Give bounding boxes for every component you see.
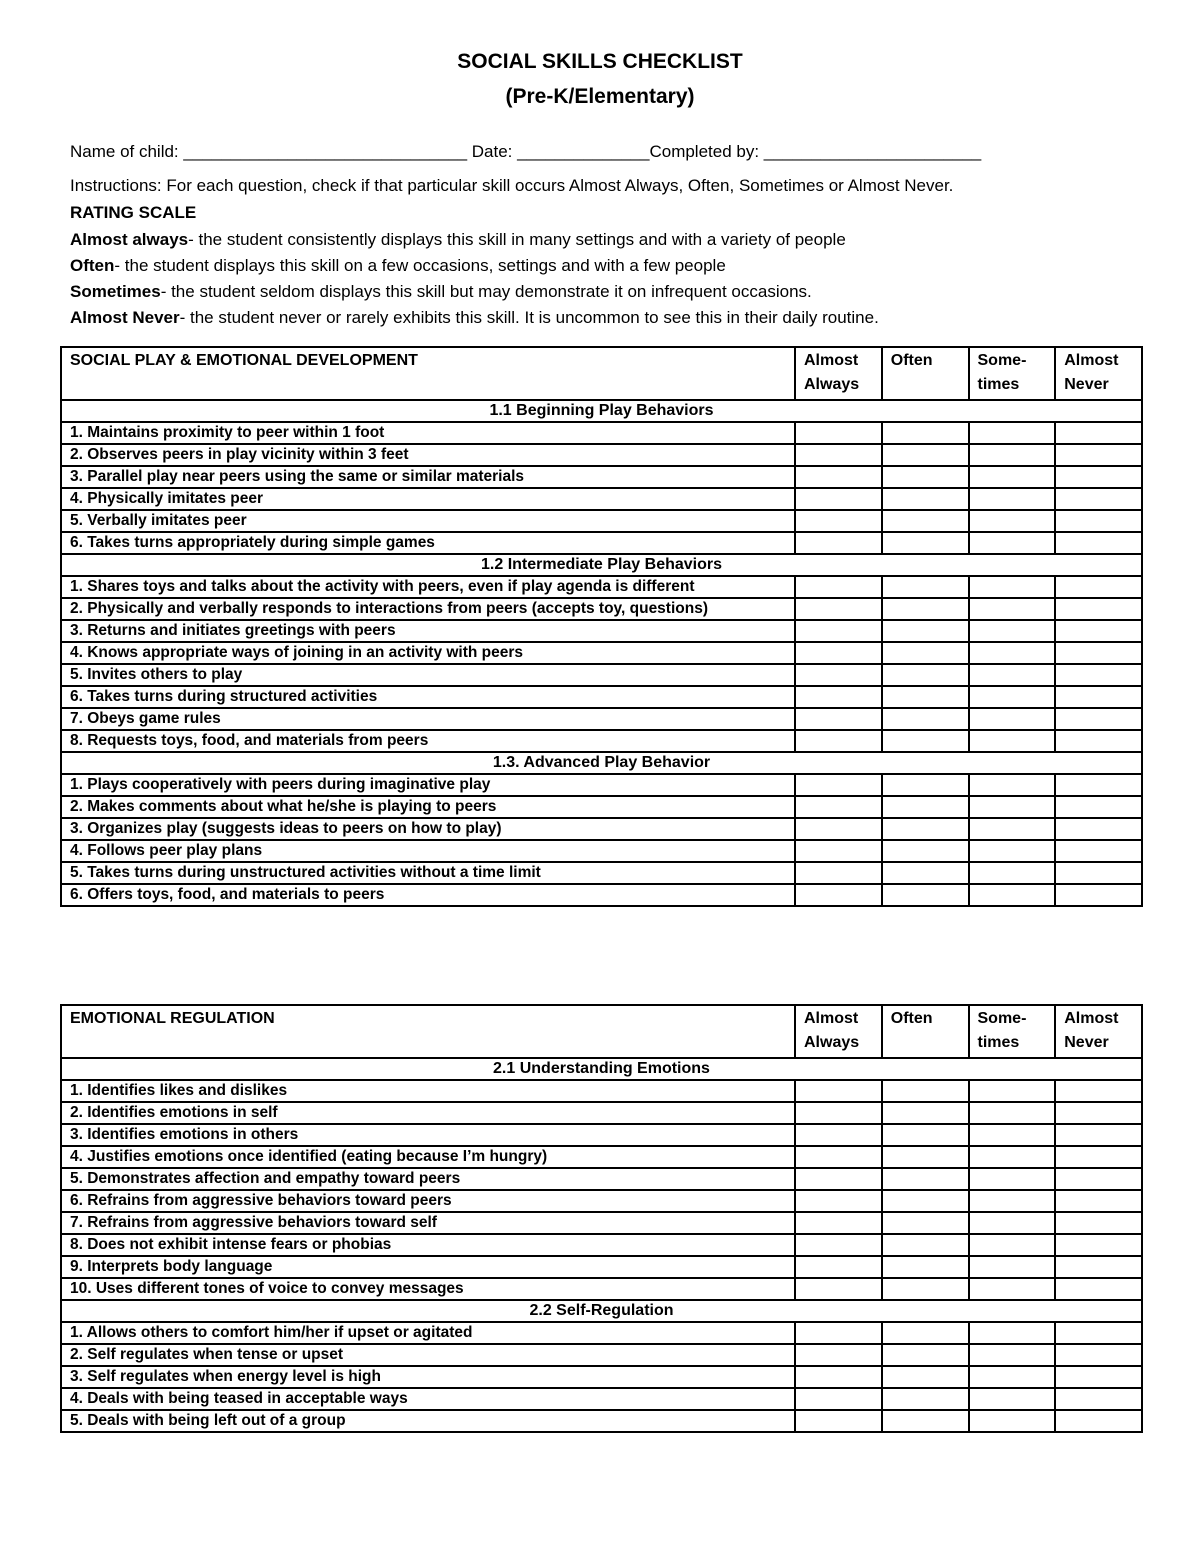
rating-scale-label: RATING SCALE — [70, 203, 197, 222]
rating-checkbox-cell[interactable] — [795, 840, 882, 862]
table-row — [61, 1080, 1142, 1102]
table-header-row — [61, 1005, 1142, 1058]
subsection-title: 2.1 Understanding Emotions — [61, 1058, 1142, 1080]
rating-checkbox-cell[interactable] — [882, 730, 969, 752]
rating-checkbox-cell[interactable] — [795, 1344, 882, 1366]
table-row — [61, 1322, 1142, 1344]
rating-checkbox-cell[interactable] — [882, 444, 969, 466]
subsection-row — [61, 1058, 1142, 1080]
rating-checkbox-cell[interactable] — [969, 1124, 1056, 1146]
page-title: SOCIAL SKILLS CHECKLIST — [457, 50, 743, 73]
rating-checkbox-cell[interactable] — [795, 884, 882, 906]
rating-checkbox-cell[interactable] — [1055, 576, 1142, 598]
rating-scale-item — [70, 230, 846, 250]
rating-scale-item — [70, 256, 726, 276]
subsection-title: 1.2 Intermediate Play Behaviors — [61, 554, 1142, 576]
section-title: SOCIAL PLAY & EMOTIONAL DEVELOPMENT — [61, 347, 795, 400]
rating-checkbox-cell[interactable] — [882, 1256, 969, 1278]
table-row — [61, 466, 1142, 488]
rating-term: Almost always — [70, 230, 189, 249]
rating-checkbox-cell[interactable] — [882, 1146, 969, 1168]
table-row — [61, 774, 1142, 796]
skill-label: 3. Identifies emotions in others — [61, 1124, 795, 1146]
table-row — [61, 884, 1142, 906]
rating-checkbox-cell[interactable] — [795, 1212, 882, 1234]
rating-desc: - the student consistently displays this skill in many settings and with a variety of people — [188, 230, 846, 249]
rating-checkbox-cell[interactable] — [1055, 884, 1142, 906]
rating-checkbox-cell[interactable] — [882, 818, 969, 840]
rating-checkbox-cell[interactable] — [882, 1234, 969, 1256]
rating-checkbox-cell[interactable] — [795, 620, 882, 642]
rating-checkbox-cell[interactable] — [795, 1168, 882, 1190]
rating-checkbox-cell[interactable] — [795, 796, 882, 818]
column-header: Some-times — [969, 347, 1056, 400]
skill-label: 4. Follows peer play plans — [61, 840, 795, 862]
rating-checkbox-cell[interactable] — [882, 532, 969, 554]
rating-checkbox-cell[interactable] — [795, 1102, 882, 1124]
rating-checkbox-cell[interactable] — [1055, 1124, 1142, 1146]
table-row — [61, 862, 1142, 884]
table-row — [61, 488, 1142, 510]
rating-checkbox-cell[interactable] — [969, 1146, 1056, 1168]
rating-checkbox-cell[interactable] — [969, 510, 1056, 532]
rating-checkbox-cell[interactable] — [969, 884, 1056, 906]
rating-checkbox-cell[interactable] — [882, 422, 969, 444]
rating-checkbox-cell[interactable] — [1055, 620, 1142, 642]
rating-checkbox-cell[interactable] — [1055, 598, 1142, 620]
table-row — [61, 1278, 1142, 1300]
rating-checkbox-cell[interactable] — [882, 466, 969, 488]
rating-checkbox-cell[interactable] — [795, 818, 882, 840]
rating-checkbox-cell[interactable] — [795, 686, 882, 708]
table-row — [61, 598, 1142, 620]
rating-checkbox-cell[interactable] — [795, 1366, 882, 1388]
rating-checkbox-cell[interactable] — [882, 1102, 969, 1124]
rating-checkbox-cell[interactable] — [1055, 1168, 1142, 1190]
rating-checkbox-cell[interactable] — [882, 1410, 969, 1432]
table-row — [61, 1146, 1142, 1168]
rating-checkbox-cell[interactable] — [1055, 1190, 1142, 1212]
skill-label: 1. Plays cooperatively with peers during imaginative play — [61, 774, 795, 796]
table-row — [61, 730, 1142, 752]
rating-checkbox-cell[interactable] — [882, 1366, 969, 1388]
table-row — [61, 576, 1142, 598]
table-row — [61, 708, 1142, 730]
table-row — [61, 422, 1142, 444]
skill-label: 6. Takes turns appropriately during simple games — [61, 532, 795, 554]
rating-checkbox-cell[interactable] — [795, 1388, 882, 1410]
rating-checkbox-cell[interactable] — [969, 862, 1056, 884]
skill-label: 6. Takes turns during structured activities — [61, 686, 795, 708]
rating-checkbox-cell[interactable] — [795, 1278, 882, 1300]
rating-checkbox-cell[interactable] — [1055, 642, 1142, 664]
rating-checkbox-cell[interactable] — [969, 620, 1056, 642]
skill-label: 4. Justifies emotions once identified (eating because I’m hungry) — [61, 1146, 795, 1168]
table-row — [61, 796, 1142, 818]
table-row — [61, 1388, 1142, 1410]
rating-checkbox-cell[interactable] — [795, 576, 882, 598]
column-header: Almost Never — [1055, 347, 1142, 400]
rating-term: Often — [70, 256, 115, 275]
skill-label: 2. Self regulates when tense or upset — [61, 1344, 795, 1366]
rating-checkbox-cell[interactable] — [795, 730, 882, 752]
skill-label: 9. Interprets body language — [61, 1256, 795, 1278]
rating-checkbox-cell[interactable] — [882, 1168, 969, 1190]
rating-checkbox-cell[interactable] — [795, 1080, 882, 1102]
rating-checkbox-cell[interactable] — [795, 862, 882, 884]
rating-checkbox-cell[interactable] — [969, 1080, 1056, 1102]
rating-checkbox-cell[interactable] — [1055, 664, 1142, 686]
rating-checkbox-cell[interactable] — [882, 1212, 969, 1234]
rating-checkbox-cell[interactable] — [969, 444, 1056, 466]
rating-checkbox-cell[interactable] — [969, 1190, 1056, 1212]
rating-checkbox-cell[interactable] — [969, 642, 1056, 664]
table-row — [61, 1366, 1142, 1388]
subsection-title: 2.2 Self-Regulation — [61, 1300, 1142, 1322]
rating-checkbox-cell[interactable] — [969, 422, 1056, 444]
skill-label: 8. Does not exhibit intense fears or phobias — [61, 1234, 795, 1256]
rating-checkbox-cell[interactable] — [882, 862, 969, 884]
rating-checkbox-cell[interactable] — [795, 598, 882, 620]
rating-checkbox-cell[interactable] — [1055, 840, 1142, 862]
table-row — [61, 1190, 1142, 1212]
rating-checkbox-cell[interactable] — [969, 664, 1056, 686]
rating-checkbox-cell[interactable] — [969, 1256, 1056, 1278]
rating-checkbox-cell[interactable] — [1055, 1388, 1142, 1410]
rating-checkbox-cell[interactable] — [969, 818, 1056, 840]
table-row — [61, 510, 1142, 532]
subsection-row — [61, 752, 1142, 774]
rating-checkbox-cell[interactable] — [969, 840, 1056, 862]
rating-checkbox-cell[interactable] — [1055, 1146, 1142, 1168]
rating-checkbox-cell[interactable] — [969, 730, 1056, 752]
subsection-row — [61, 554, 1142, 576]
skill-label: 7. Obeys game rules — [61, 708, 795, 730]
skill-label: 7. Refrains from aggressive behaviors toward self — [61, 1212, 795, 1234]
rating-checkbox-cell[interactable] — [969, 1168, 1056, 1190]
rating-checkbox-cell[interactable] — [1055, 686, 1142, 708]
rating-checkbox-cell[interactable] — [882, 598, 969, 620]
rating-checkbox-cell[interactable] — [1055, 1410, 1142, 1432]
rating-checkbox-cell[interactable] — [882, 1388, 969, 1410]
rating-checkbox-cell[interactable] — [795, 1190, 882, 1212]
rating-checkbox-cell[interactable] — [795, 774, 882, 796]
column-header: Often — [882, 1005, 969, 1058]
rating-checkbox-cell[interactable] — [969, 598, 1056, 620]
table-row — [61, 532, 1142, 554]
column-header: Often — [882, 347, 969, 400]
rating-checkbox-cell[interactable] — [1055, 510, 1142, 532]
rating-checkbox-cell[interactable] — [882, 1124, 969, 1146]
rating-checkbox-cell[interactable] — [1055, 1256, 1142, 1278]
rating-checkbox-cell[interactable] — [1055, 818, 1142, 840]
skill-label: 1. Maintains proximity to peer within 1 foot — [61, 422, 795, 444]
rating-checkbox-cell[interactable] — [969, 1102, 1056, 1124]
table-row — [61, 1168, 1142, 1190]
info-line: Name of child: ______________________________ Date: ______________Completed by: _______________________ — [70, 142, 982, 161]
skill-label: 2. Identifies emotions in self — [61, 1102, 795, 1124]
rating-checkbox-cell[interactable] — [795, 642, 882, 664]
rating-checkbox-cell[interactable] — [969, 1388, 1056, 1410]
skill-label: 3. Self regulates when energy level is high — [61, 1366, 795, 1388]
subsection-title: 1.3. Advanced Play Behavior — [61, 752, 1142, 774]
instructions-text: Instructions: For each question, check if that particular skill occurs Almost Always, Often, Sometimes or Almost Never. — [70, 176, 954, 195]
table-row — [61, 686, 1142, 708]
rating-checkbox-cell[interactable] — [1055, 730, 1142, 752]
skill-label: 5. Verbally imitates peer — [61, 510, 795, 532]
rating-checkbox-cell[interactable] — [969, 708, 1056, 730]
skill-label: 6. Offers toys, food, and materials to peers — [61, 884, 795, 906]
skill-label: 3. Returns and initiates greetings with peers — [61, 620, 795, 642]
rating-checkbox-cell[interactable] — [882, 576, 969, 598]
table-row — [61, 840, 1142, 862]
skill-label: 1. Identifies likes and dislikes — [61, 1080, 795, 1102]
column-header: Some-times — [969, 1005, 1056, 1058]
rating-checkbox-cell[interactable] — [1055, 1212, 1142, 1234]
rating-checkbox-cell[interactable] — [969, 1212, 1056, 1234]
rating-checkbox-cell[interactable] — [882, 1322, 969, 1344]
rating-checkbox-cell[interactable] — [882, 488, 969, 510]
subsection-row — [61, 400, 1142, 422]
rating-checkbox-cell[interactable] — [1055, 1322, 1142, 1344]
skill-label: 1. Shares toys and talks about the activity with peers, even if play agenda is different — [61, 576, 795, 598]
column-header: Almost Always — [795, 1005, 882, 1058]
rating-checkbox-cell[interactable] — [882, 1080, 969, 1102]
column-header: Almost Never — [1055, 1005, 1142, 1058]
subsection-title: 1.1 Beginning Play Behaviors — [61, 400, 1142, 422]
rating-checkbox-cell[interactable] — [969, 532, 1056, 554]
rating-desc: - the student seldom displays this skill but may demonstrate it on infrequent occasions. — [160, 282, 812, 301]
rating-checkbox-cell[interactable] — [969, 576, 1056, 598]
rating-checkbox-cell[interactable] — [882, 774, 969, 796]
rating-checkbox-cell[interactable] — [969, 1322, 1056, 1344]
subsection-row — [61, 1300, 1142, 1322]
rating-checkbox-cell[interactable] — [795, 532, 882, 554]
rating-checkbox-cell[interactable] — [882, 884, 969, 906]
rating-checkbox-cell[interactable] — [882, 1190, 969, 1212]
rating-checkbox-cell[interactable] — [795, 488, 882, 510]
table-row — [61, 818, 1142, 840]
skill-label: 4. Deals with being teased in acceptable ways — [61, 1388, 795, 1410]
rating-checkbox-cell[interactable] — [882, 1344, 969, 1366]
rating-checkbox-cell[interactable] — [795, 1410, 882, 1432]
skill-label: 4. Knows appropriate ways of joining in an activity with peers — [61, 642, 795, 664]
skill-label: 3. Parallel play near peers using the same or similar materials — [61, 466, 795, 488]
rating-scale-item — [70, 308, 879, 328]
rating-checkbox-cell[interactable] — [882, 642, 969, 664]
rating-checkbox-cell[interactable] — [969, 796, 1056, 818]
rating-checkbox-cell[interactable] — [969, 1366, 1056, 1388]
rating-checkbox-cell[interactable] — [969, 1234, 1056, 1256]
skill-label: 4. Physically imitates peer — [61, 488, 795, 510]
rating-desc: - the student never or rarely exhibits this skill. It is uncommon to see this in their daily routine. — [179, 308, 879, 327]
table-row — [61, 1212, 1142, 1234]
rating-checkbox-cell[interactable] — [795, 422, 882, 444]
rating-checkbox-cell[interactable] — [1055, 532, 1142, 554]
table-row — [61, 1256, 1142, 1278]
skill-label: 5. Invites others to play — [61, 664, 795, 686]
rating-checkbox-cell[interactable] — [1055, 774, 1142, 796]
rating-checkbox-cell[interactable] — [795, 510, 882, 532]
rating-checkbox-cell[interactable] — [1055, 1080, 1142, 1102]
rating-checkbox-cell[interactable] — [1055, 1344, 1142, 1366]
skill-label: 2. Physically and verbally responds to interactions from peers (accepts toy, questions) — [61, 598, 795, 620]
rating-checkbox-cell[interactable] — [1055, 862, 1142, 884]
skill-label: 5. Takes turns during unstructured activities without a time limit — [61, 862, 795, 884]
column-header: Almost Always — [795, 347, 882, 400]
rating-checkbox-cell[interactable] — [1055, 466, 1142, 488]
social-play-table — [60, 346, 1143, 907]
rating-desc: - the student displays this skill on a few occasions, settings and with a few people — [114, 256, 726, 275]
skill-label: 6. Refrains from aggressive behaviors toward peers — [61, 1190, 795, 1212]
skill-label: 2. Makes comments about what he/she is playing to peers — [61, 796, 795, 818]
rating-checkbox-cell[interactable] — [969, 1278, 1056, 1300]
table-row — [61, 642, 1142, 664]
rating-checkbox-cell[interactable] — [969, 774, 1056, 796]
table-row — [61, 1234, 1142, 1256]
table-row — [61, 444, 1142, 466]
rating-checkbox-cell[interactable] — [795, 1146, 882, 1168]
skill-label: 5. Deals with being left out of a group — [61, 1410, 795, 1432]
rating-checkbox-cell[interactable] — [1055, 708, 1142, 730]
rating-checkbox-cell[interactable] — [969, 686, 1056, 708]
rating-term: Almost Never — [70, 308, 180, 327]
table-row — [61, 1102, 1142, 1124]
rating-checkbox-cell[interactable] — [1055, 796, 1142, 818]
skill-label: 1. Allows others to comfort him/her if upset or agitated — [61, 1322, 795, 1344]
rating-checkbox-cell[interactable] — [882, 708, 969, 730]
rating-checkbox-cell[interactable] — [795, 444, 882, 466]
rating-checkbox-cell[interactable] — [1055, 488, 1142, 510]
rating-checkbox-cell[interactable] — [795, 466, 882, 488]
rating-checkbox-cell[interactable] — [882, 840, 969, 862]
skill-label: 10. Uses different tones of voice to convey messages — [61, 1278, 795, 1300]
rating-checkbox-cell[interactable] — [882, 664, 969, 686]
table-row — [61, 1410, 1142, 1432]
table-row — [61, 1344, 1142, 1366]
rating-checkbox-cell[interactable] — [969, 1410, 1056, 1432]
rating-checkbox-cell[interactable] — [795, 1256, 882, 1278]
rating-checkbox-cell[interactable] — [969, 1344, 1056, 1366]
table-row — [61, 1124, 1142, 1146]
rating-checkbox-cell[interactable] — [1055, 444, 1142, 466]
rating-checkbox-cell[interactable] — [795, 664, 882, 686]
rating-term: Sometimes — [70, 282, 161, 301]
rating-checkbox-cell[interactable] — [1055, 1278, 1142, 1300]
rating-checkbox-cell[interactable] — [1055, 1366, 1142, 1388]
rating-checkbox-cell[interactable] — [969, 466, 1056, 488]
rating-checkbox-cell[interactable] — [969, 488, 1056, 510]
table-row — [61, 664, 1142, 686]
rating-checkbox-cell[interactable] — [882, 1278, 969, 1300]
rating-checkbox-cell[interactable] — [795, 1234, 882, 1256]
rating-checkbox-cell[interactable] — [1055, 422, 1142, 444]
rating-checkbox-cell[interactable] — [882, 796, 969, 818]
rating-checkbox-cell[interactable] — [882, 620, 969, 642]
skill-label: 8. Requests toys, food, and materials from peers — [61, 730, 795, 752]
skill-label: 3. Organizes play (suggests ideas to peers on how to play) — [61, 818, 795, 840]
table-header-row — [61, 347, 1142, 400]
rating-checkbox-cell[interactable] — [795, 708, 882, 730]
section-title: EMOTIONAL REGULATION — [61, 1005, 795, 1058]
skill-label: 5. Demonstrates affection and empathy toward peers — [61, 1168, 795, 1190]
page-subtitle: (Pre-K/Elementary) — [505, 85, 695, 108]
rating-checkbox-cell[interactable] — [1055, 1234, 1142, 1256]
rating-checkbox-cell[interactable] — [882, 510, 969, 532]
skill-label: 2. Observes peers in play vicinity within 3 feet — [61, 444, 795, 466]
rating-scale-item — [70, 282, 812, 302]
rating-checkbox-cell[interactable] — [882, 686, 969, 708]
rating-checkbox-cell[interactable] — [795, 1322, 882, 1344]
emotional-regulation-table — [60, 1004, 1143, 1433]
rating-checkbox-cell[interactable] — [795, 1124, 882, 1146]
table-row — [61, 620, 1142, 642]
rating-checkbox-cell[interactable] — [1055, 1102, 1142, 1124]
